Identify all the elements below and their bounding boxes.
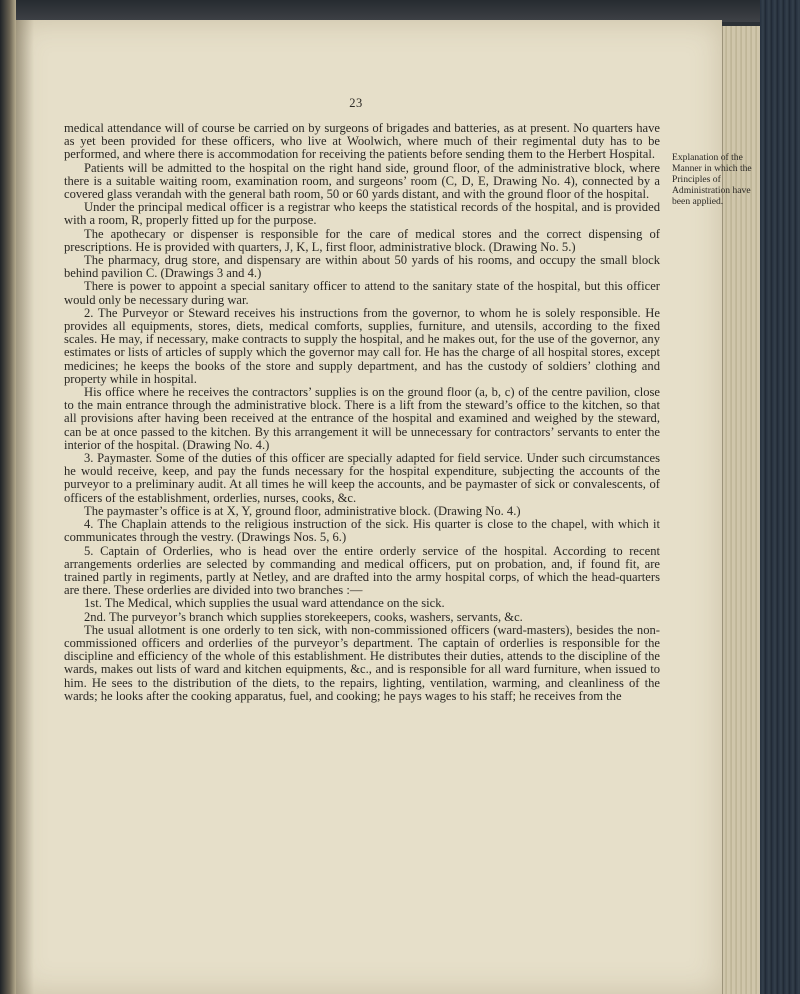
paragraph: There is power to appoint a special sanitary officer to attend to the sanitary state of the hospital, but this officer would only be necessary during war. [64,279,660,307]
paragraph: The pharmacy, drug store, and dispensary are within about 50 yards of his rooms, and occupy the small block behind pavilion C. (Drawings 3 and 4.) [64,253,660,281]
book-left-edge [0,0,16,994]
paragraph: Patients will be admitted to the hospital on the right hand side, ground floor, of the administrative block, where there is a suitable waiting room, examination room, and surgeons’ room (C, D, E, Drawing No. 4), connected by a covered glass verandah with the general bath room, 50 or 60 yards distant, and with the ground floor of the hospital. [64,160,660,202]
paragraph: medical attendance will of course be carried on by surgeons of brigades and batteries, as at present. No quarters have as yet been provided for these officers, who live at Woolwich, where much of their regimental duty has to be performed, and where there is accommodation for receiving the patients before sending them to the Herbert Hospital. [64,121,660,162]
page-gutter-shadow [16,20,34,994]
paragraph: 2. The Purveyor or Steward receives his instructions from the governor, to whom he is solely responsible. He provides all equipments, stores, diets, medical comforts, supplies, furniture, and utensils, according to the fixed scales. He may, if necessary, make contracts to supply the hospital, and he makes out, for the use of the governor, any estimates or lists of articles of supply which the governor may call for. He has the charge of all hospital stores, except medicines; he keeps the books of the store and supply department, and has the custody of soldiers’ clothing and property while in hospital. [64,305,660,386]
book-cover-spine [760,0,800,994]
paragraph: The apothecary or dispenser is responsible for the care of medical stores and the correct dispensing of prescriptions. He is provided with quarters, J, K, L, first floor, administrative block. (Drawing No. 5.) [64,226,660,254]
paragraph: Under the principal medical officer is a registrar who keeps the statistical records of the hospital, and is provided with a room, R, properly fitted up for the purpose. [64,200,660,228]
paragraph: 3. Paymaster. Some of the duties of this officer are specially adapted for field service. Under such circumstances he would receive, keep, and pay the funds necessary for the hospital expenditure, subjecting the accounts of the purveyor to a preliminary audit. At all times he will keep the accounts, and be paymaster of sick or convalescents, of officers of the establishment, orderlies, nurses, cooks, &c. [64,451,660,505]
margin-note: Explanation of the Manner in which the Principles of Administration have been applied. [672,152,752,207]
paragraph: 2nd. The purveyor’s branch which supplies storekeepers, cooks, washers, servants, &c. [84,609,523,624]
book-top-shadow [0,0,760,22]
paragraph: 4. The Chaplain attends to the religious instruction of the sick. His quarter is close to the chapel, with which it communicates through the vestry. (Drawings Nos. 5, 6.) [64,517,660,545]
paragraph: 1st. The Medical, which supplies the usual ward attendance on the sick. [84,596,445,611]
paragraph: His office where he receives the contractors’ supplies is on the ground floor (a, b, c) of the centre pavilion, close to the main entrance through the administrative block. There is a lift from the steward’s office to the kitchen, so that all provisions after having been received at the entrance of the hospital and examined and weighed by the steward, can be at once passed to the kitchen. By this arrangement it will be unnecessary for contractors’ servants to enter the interior of the hospital. (Drawing No. 4.) [64,385,660,452]
paragraph: 5. Captain of Orderlies, who is head over the entire orderly service of the hospital. According to recent arrangements orderlies are selected by commanding and medical officers, put on probation, and, if found fit, are trained partly in regiments, partly at Netley, and are drafted into the army hospital corps, of which the head-quarters are there. These orderlies are divided into two branches :— [64,543,660,598]
page-number: 23 [349,96,363,110]
paragraph: The usual allotment is one orderly to ten sick, with non-commissioned officers (ward-masters), besides the non-commissioned officers and orderlies of the purveyor’s department. The captain of orderlies is responsible for the discipline and efficiency of the whole of this establishment. He distributes their duties, attends to the discipline of the wards, makes out lists of ward and kitchen equipments, &c., and is responsible for all ward furniture, when issued to him. He sees to the distribution of the diets, to the repairs, lighting, ventilation, warming, and cleanliness of the wards; he looks after the cooking apparatus, fuel, and cooking; he pays wages to his staff; he receives from the [64,622,660,703]
body-text [64,122,660,703]
paragraph: The paymaster’s office is at X, Y, ground floor, administrative block. (Drawing No. 4.) [84,503,521,518]
